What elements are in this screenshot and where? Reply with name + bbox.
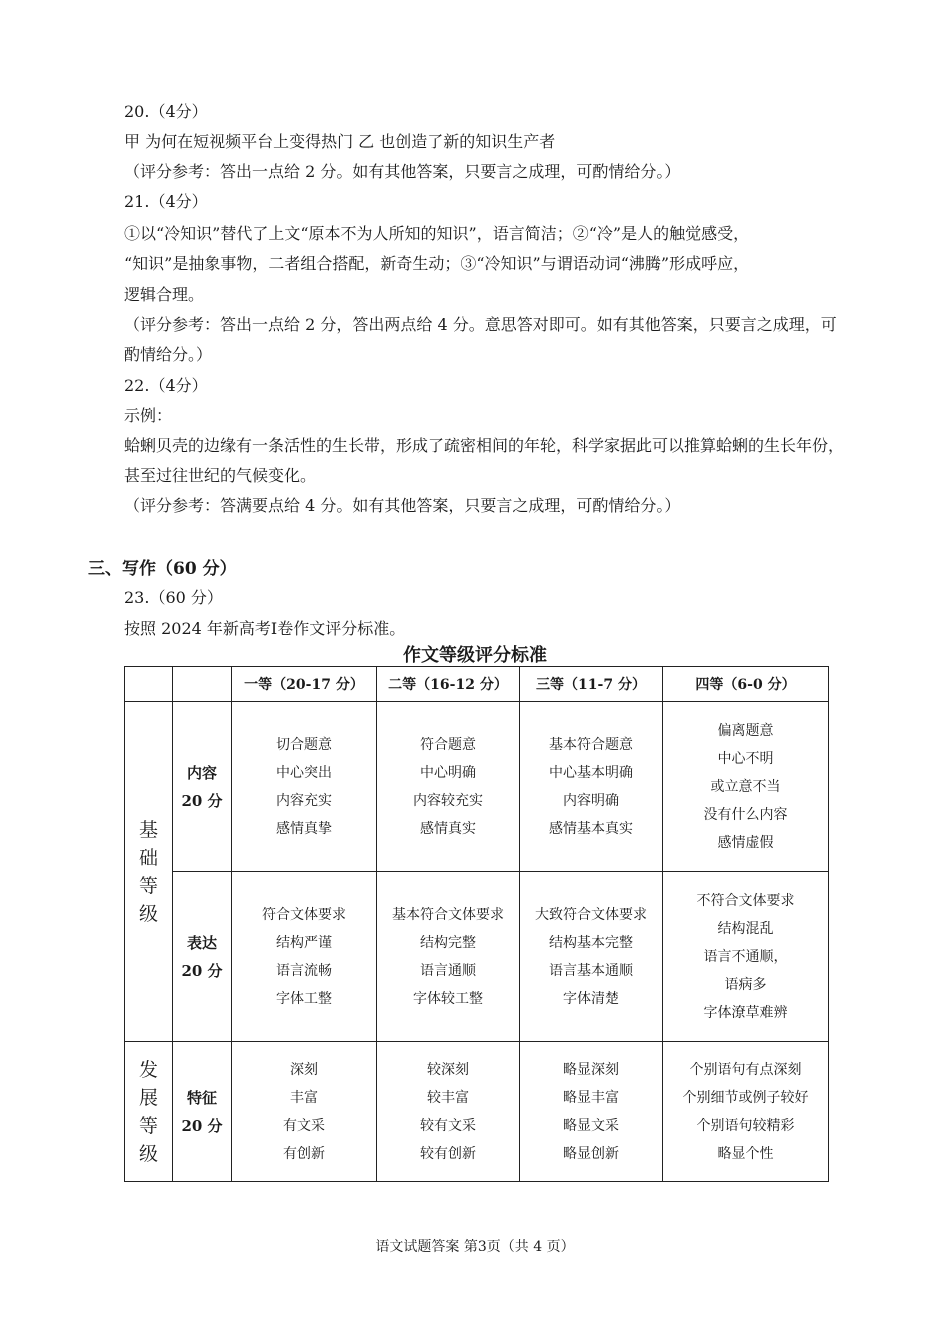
content-g4-line: 偏离题意 [717,722,774,739]
features-g2-line: 较深刻 [427,1061,469,1078]
group-basic-char-3: 等 [138,874,158,897]
expression-grade-4 [663,872,829,1042]
group-dev-char-3: 等 [138,1114,158,1137]
table-header-row [125,667,829,702]
expression-g1-line: 字体工整 [276,990,332,1007]
corner-cell-1 [125,667,173,702]
content-g4-line: 没有什么内容 [703,806,788,823]
q20-heading: 20.（4分） [124,102,208,121]
expression-g3-line: 语言基本通顺 [549,962,633,979]
q22-line-2: 甚至过往世纪的气候变化。 [124,466,317,485]
group-development-level [125,1042,173,1182]
category-expression-score: 20 分 [181,961,223,980]
features-g4-line: 略显个性 [717,1145,774,1162]
header-grade-3: 三等（11-7 分） [520,667,663,702]
features-g4-line: 个别语句较精彩 [696,1117,795,1134]
category-features-label: 特征 [186,1088,217,1107]
category-content-label: 内容 [186,763,217,782]
expression-g1-line: 语言流畅 [276,962,332,979]
header-grade-2: 二等（16-12 分） [377,667,520,702]
expression-g4-line: 语言不通顺， [703,948,788,965]
features-grade-3 [520,1042,663,1182]
table-row-features [125,1042,829,1182]
q21-heading: 21.（4分） [124,192,208,211]
group-basic-char-4: 级 [138,902,158,925]
group-dev-char-4: 级 [138,1142,158,1165]
content-g1-line: 切合题意 [276,736,332,753]
expression-g4-line: 字体潦草难辨 [703,1004,788,1021]
group-basic-level [125,702,173,1042]
features-g2-line: 较丰富 [427,1089,469,1106]
expression-grade-1 [232,872,377,1042]
header-grade-4: 四等（6-0 分） [663,667,829,702]
expression-g2-line: 结构完整 [420,934,476,951]
q21-line-2: “知识”是抽象事物，二者组合搭配，新奇生动；③“冷知识”与谓语动词“沸腾”形成呼应， [124,254,750,273]
content-g3-line: 基本符合题意 [549,736,633,753]
expression-g4-line: 不符合文体要求 [696,892,795,909]
features-g1-line: 有创新 [283,1145,325,1162]
features-g1-line: 深刻 [290,1061,318,1078]
category-expression [173,872,232,1042]
expression-g3-line: 字体清楚 [563,990,619,1007]
features-g4-line: 个别语句有点深刻 [689,1061,802,1078]
expression-g1-line: 结构严谨 [276,934,332,951]
table-row-content [125,702,829,872]
content-grade-4 [663,702,829,872]
expression-grade-3 [520,872,663,1042]
content-g4-line: 中心不明 [717,750,774,767]
page-footer: 语文试题答案 第3页（共 4 页） [375,1239,575,1255]
expression-g4-line: 语病多 [724,976,767,993]
content-g2-line: 感情真实 [420,820,476,837]
content-g2-line: 内容较充实 [413,792,483,809]
expression-g3-line: 结构基本完整 [549,934,633,951]
features-grade-4 [663,1042,829,1182]
content-g3-line: 内容明确 [563,792,619,809]
content-grade-3 [520,702,663,872]
content-g1-line: 内容充实 [276,792,332,809]
category-expression-label: 表达 [186,933,217,952]
features-g2-line: 较有文采 [420,1117,476,1134]
scoring-table [124,666,829,1182]
q20-note: （评分参考：答出一点给 2 分。如有其他答案，只要言之成理，可酌情给分。） [124,162,681,181]
features-g2-line: 较有创新 [420,1145,476,1162]
q21-note-line-2: 酌情给分。） [124,345,213,364]
category-features-score: 20 分 [181,1116,223,1135]
features-grade-1 [232,1042,377,1182]
content-g2-line: 符合题意 [420,736,476,753]
content-grade-1 [232,702,377,872]
section-writing-heading: 三、写作（60 分） [88,559,237,579]
group-dev-char-1: 发 [138,1058,158,1081]
q21-note-line-1: （评分参考：答出一点给 2 分，答出两点给 4 分。意思答对即可。如有其他答案，只要言之成理，可 [124,315,837,334]
expression-g2-line: 基本符合文体要求 [392,906,504,923]
features-g3-line: 略显创新 [563,1145,619,1162]
corner-cell-2 [173,667,232,702]
expression-g3-line: 大致符合文体要求 [535,906,647,923]
q22-heading: 22.（4分） [124,376,208,395]
category-features [173,1042,232,1182]
features-g1-line: 丰富 [290,1089,318,1106]
content-g2-line: 中心明确 [420,764,476,781]
q22-example-label: 示例： [124,406,173,425]
q23-text: 按照 2024 年新高考Ⅰ卷作文评分标准。 [124,619,406,638]
expression-g2-line: 字体较工整 [413,990,483,1007]
q21-line-1: ①以“冷知识”替代了上文“原本不为人所知的知识”，语言简洁；②“冷”是人的触觉感受， [124,224,750,243]
q22-note: （评分参考：答满要点给 4 分。如有其他答案，只要言之成理，可酌情给分。） [124,496,681,515]
expression-g4-line: 结构混乱 [717,920,774,937]
content-g1-line: 中心突出 [276,764,332,781]
q22-line-1: 蛤蜊贝壳的边缘有一条活性的生长带，形成了疏密相间的年轮，科学家据此可以推算蛤蜊的生长年份， [124,436,845,455]
features-grade-2 [377,1042,520,1182]
expression-g1-line: 符合文体要求 [262,906,346,923]
expression-grade-2 [377,872,520,1042]
features-g3-line: 略显深刻 [563,1061,619,1078]
content-g4-line: 或立意不当 [710,778,781,795]
category-content-score: 20 分 [181,791,223,810]
content-g1-line: 感情真挚 [276,820,332,837]
content-g3-line: 感情基本真实 [549,820,633,837]
header-grade-1: 一等（20-17 分） [232,667,377,702]
features-g3-line: 略显丰富 [563,1089,619,1106]
category-content [173,702,232,872]
table-title: 作文等级评分标准 [403,645,547,666]
q20-answer: 甲 为何在短视频平台上变得热门 乙 也创造了新的知识生产者 [124,132,556,151]
table-row-expression [125,872,829,1042]
content-g4-line: 感情虚假 [717,834,774,851]
q23-heading: 23.（60 分） [124,588,223,607]
expression-g2-line: 语言通顺 [420,962,476,979]
group-basic-char-1: 基 [138,818,158,841]
features-g3-line: 略显文采 [563,1117,619,1134]
content-grade-2 [377,702,520,872]
group-dev-char-2: 展 [138,1086,158,1109]
features-g1-line: 有文采 [283,1117,325,1134]
group-basic-char-2: 础 [138,846,158,869]
content-g3-line: 中心基本明确 [549,764,633,781]
q21-line-3: 逻辑合理。 [124,285,205,304]
features-g4-line: 个别细节或例子较好 [682,1089,809,1106]
